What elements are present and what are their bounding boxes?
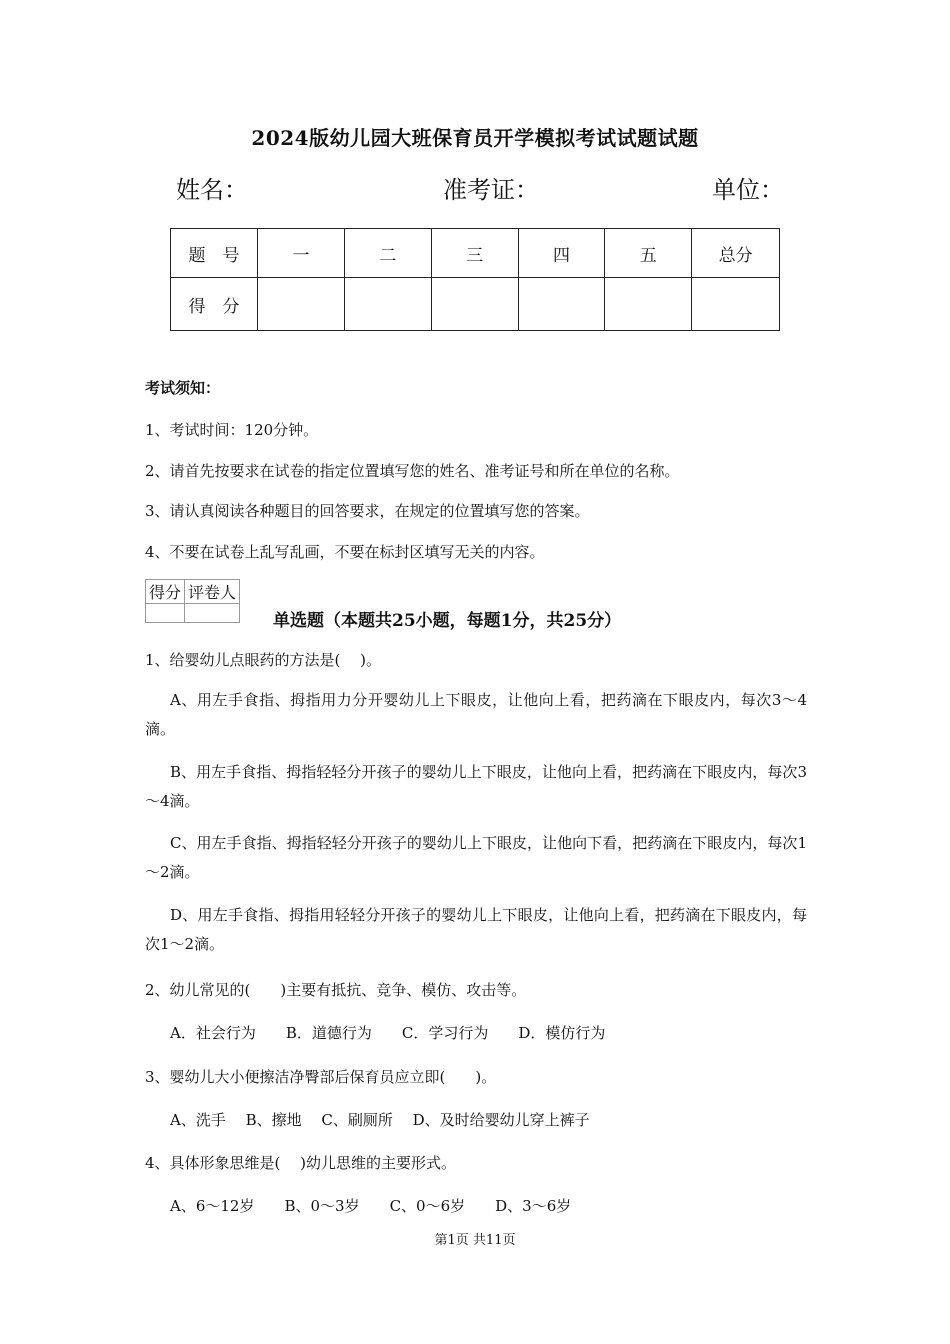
score-table-header-cell: 三 <box>431 229 518 278</box>
question-options: A、6～12岁 B、0～3岁 C、0～6岁 D、3～6岁 <box>170 1197 572 1215</box>
grader-name-label: 评卷人 <box>185 580 240 604</box>
notice-heading: 考试须知： <box>145 379 221 397</box>
notice-item: 3、请认真阅读各种题目的回答要求，在规定的位置填写您的答案。 <box>145 502 590 520</box>
page-footer: 第1页 共11页 <box>434 1233 516 1248</box>
score-table-header-cell: 总分 <box>692 229 780 278</box>
notice-item: 4、不要在试卷上乱写乱画，不要在标封区填写无关的内容。 <box>145 543 545 561</box>
score-cell[interactable] <box>344 278 431 331</box>
section-title: 单选题（本题共25小题，每题1分，共25分） <box>273 611 622 631</box>
question-stem: 2、幼儿常见的( )主要有抵抗、竞争、模仿、攻击等。 <box>145 981 527 999</box>
grader-box <box>145 579 240 623</box>
grader-name-cell[interactable] <box>185 604 240 623</box>
score-table-score-row <box>171 278 780 331</box>
exam-id-field-label: 准考证： <box>443 176 539 204</box>
notice-item: 2、请首先按要求在试卷的指定位置填写您的姓名、准考证号和所在单位的名称。 <box>145 462 680 480</box>
question-option: B、用左手食指、拇指轻轻分开孩子的婴幼儿上下眼皮，让他向上看，把药滴在下眼皮内，每次3～4滴。 <box>145 763 807 810</box>
score-row-label: 得 分 <box>171 278 258 331</box>
question-option: D、用左手食指、拇指用轻轻分开孩子的婴幼儿上下眼皮，让他向上看，把药滴在下眼皮内，每次1～2滴。 <box>145 906 807 953</box>
score-table-header-cell: 二 <box>344 229 431 278</box>
score-cell[interactable] <box>518 278 605 331</box>
unit-field-label: 单位： <box>712 176 784 204</box>
question-stem: 4、具体形象思维是( )幼儿思维的主要形式。 <box>145 1154 457 1172</box>
score-table-header-row <box>171 229 780 278</box>
grader-score-label: 得分 <box>146 580 185 604</box>
notice-item: 1、考试时间：120分钟。 <box>145 421 319 439</box>
question-stem: 3、婴幼儿大小便擦洁净臀部后保育员应立即( )。 <box>145 1068 497 1086</box>
name-field-label: 姓名： <box>176 176 248 204</box>
question-option: A、用左手食指、拇指用力分开婴幼儿上下眼皮，让他向上看，把药滴在下眼皮内，每次3～4滴。 <box>145 691 807 738</box>
score-cell[interactable] <box>692 278 780 331</box>
score-table-header-cell: 题 号 <box>171 229 258 278</box>
document-title: 2024版幼儿园大班保育员开学模拟考试试题试题 <box>251 126 699 150</box>
question-options: A、洗手 B、擦地 C、刷厕所 D、及时给婴幼儿穿上裤子 <box>170 1111 590 1129</box>
grader-score-cell[interactable] <box>146 604 185 623</box>
score-cell[interactable] <box>605 278 692 331</box>
score-table <box>170 228 780 331</box>
score-table-header-cell: 五 <box>605 229 692 278</box>
score-table-header-cell: 一 <box>258 229 345 278</box>
question-stem: 1、给婴幼儿点眼药的方法是( )。 <box>145 651 382 669</box>
score-table-header-cell: 四 <box>518 229 605 278</box>
score-cell[interactable] <box>431 278 518 331</box>
question-options: A．社会行为 B．道德行为 C．学习行为 D．模仿行为 <box>170 1024 606 1042</box>
score-cell[interactable] <box>258 278 345 331</box>
question-option: C、用左手食指、拇指轻轻分开孩子的婴幼儿上下眼皮，让他向下看，把药滴在下眼皮内，每次1～2滴。 <box>145 834 807 881</box>
